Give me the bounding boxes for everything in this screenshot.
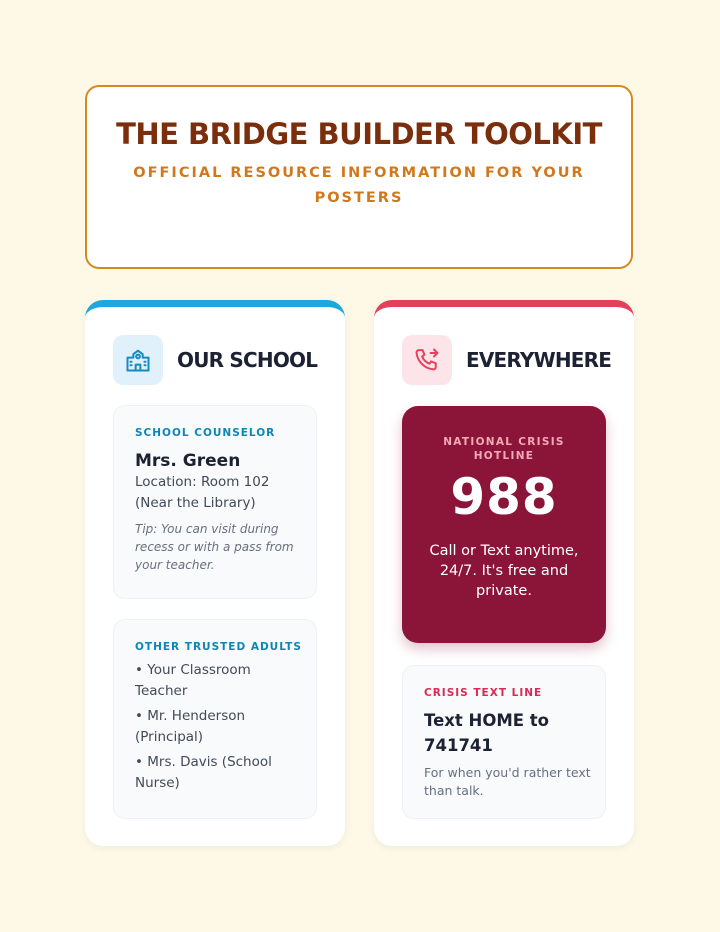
list-item: • Mrs. Davis (School Nurse) (135, 754, 272, 791)
hotline-number: 988 (450, 468, 558, 526)
counselor-location-note: (Near the Library) (135, 495, 256, 511)
everywhere-title: EVERYWHERE (466, 348, 612, 372)
everywhere-header (402, 335, 611, 385)
counselor-tip: Tip: You can visit during recess or with a pass from your teacher. (135, 522, 294, 572)
toolkit-header (85, 85, 633, 269)
counselor-box (113, 405, 317, 599)
trusted-adults-box (113, 619, 317, 819)
page-title: THE BRIDGE BUILDER TOOLKIT (116, 117, 602, 151)
text-line-description: For when you'd rather text than talk. (424, 765, 591, 798)
text-line-instruction: Text HOME to 741741 (424, 711, 550, 755)
our-school-header (113, 335, 317, 385)
list-item: • Mr. Henderson (Principal) (135, 708, 246, 745)
trusted-adults-label: OTHER TRUSTED ADULTS (135, 641, 302, 653)
crisis-hotline-box (402, 406, 606, 643)
page-subtitle: OFFICIAL RESOURCE INFORMATION FOR YOUR POSTERS (133, 165, 585, 206)
list-item: • Your Classroom Teacher (135, 662, 251, 699)
hotline-description: Call or Text anytime, 24/7. It's free and private. (429, 543, 579, 599)
text-line-label: CRISIS TEXT LINE (424, 687, 543, 699)
our-school-card (85, 300, 345, 846)
counselor-location: Location: Room 102 (135, 474, 270, 490)
everywhere-card (374, 300, 634, 846)
counselor-name: Mrs. Green (135, 451, 241, 471)
school-icon (113, 335, 163, 385)
phone-forward-icon (402, 335, 452, 385)
hotline-label: NATIONAL CRISIS HOTLINE (443, 436, 565, 462)
our-school-title: OUR SCHOOL (177, 348, 318, 372)
crisis-text-line-box (402, 665, 606, 819)
counselor-label: SCHOOL COUNSELOR (135, 427, 276, 439)
